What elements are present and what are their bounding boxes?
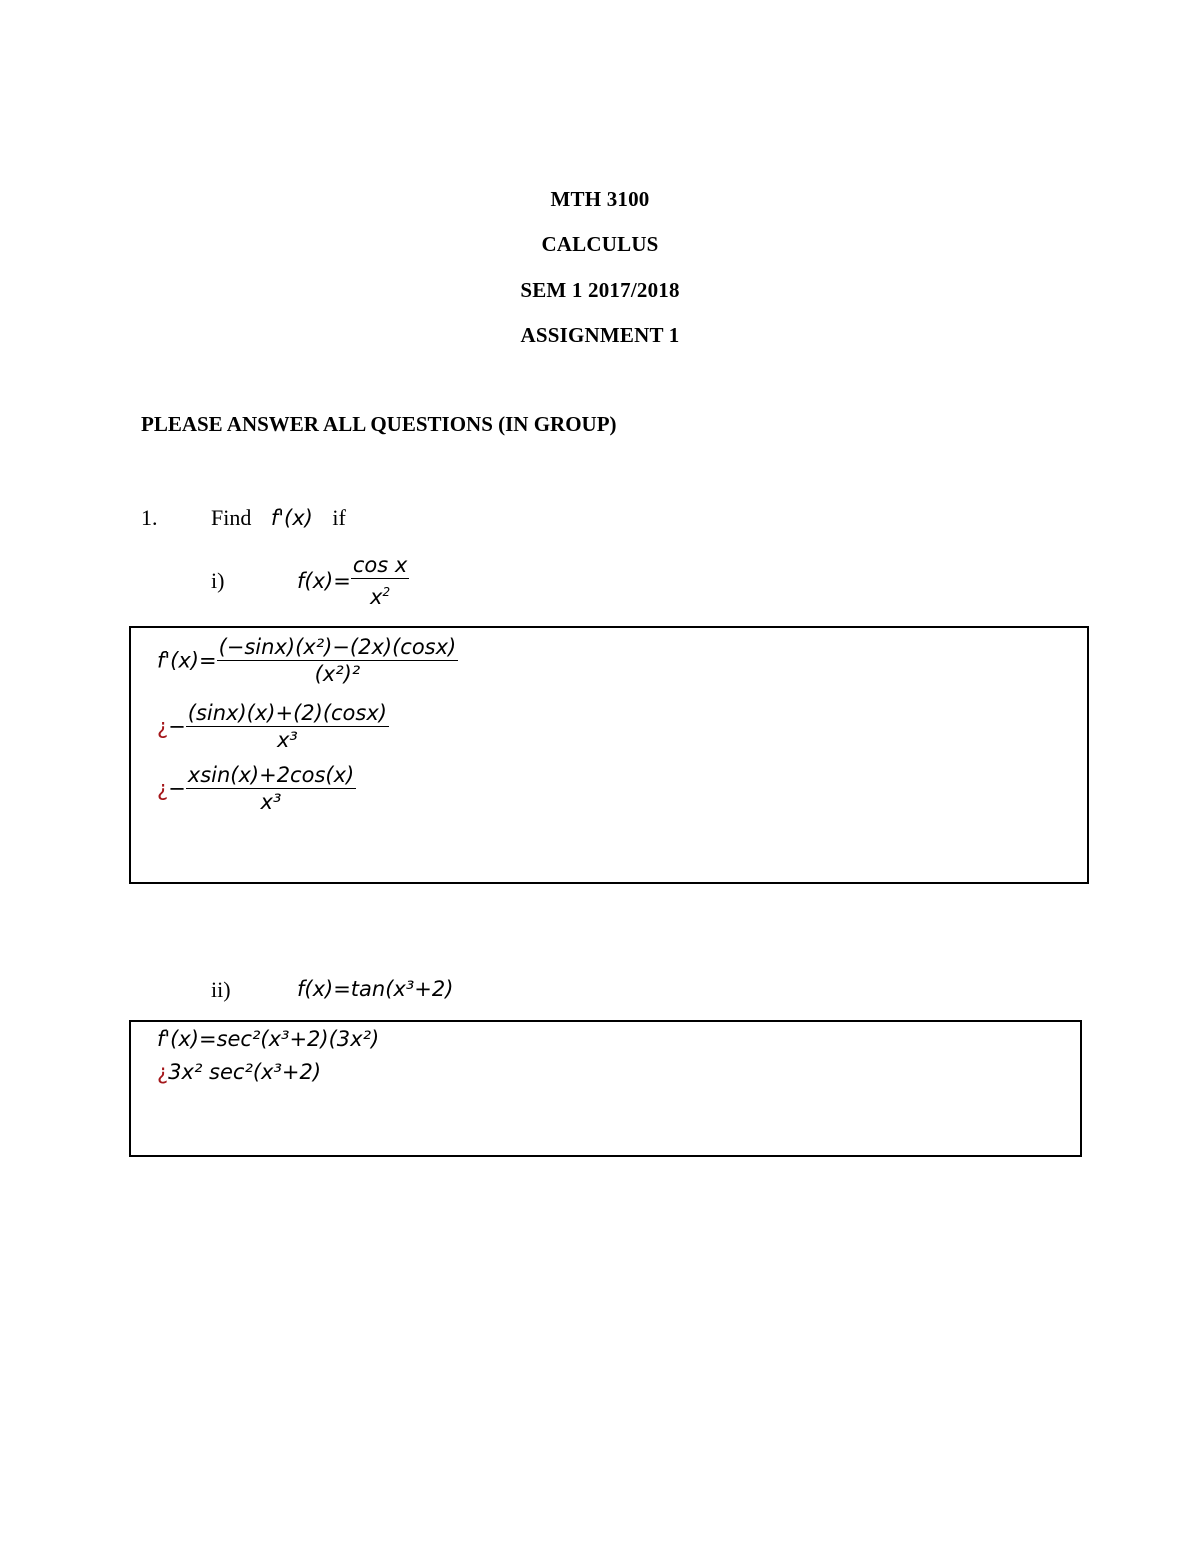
answer-i-line1-fraction xyxy=(217,634,459,687)
answer-i-line1-denominator: (x²)² xyxy=(314,662,361,686)
part-i-label: i) xyxy=(211,568,225,593)
answer-ii-line2 xyxy=(157,1060,321,1084)
answer-i-line3-prefix: − xyxy=(168,776,186,801)
question-number: 1. xyxy=(141,505,158,530)
part-ii-expression: f(x)=tan(x³+2) xyxy=(297,977,454,1001)
answer-ii-line1: f'(x)=sec²(x³+2)(3x²) xyxy=(157,1027,380,1051)
answer-i-line2-fraction xyxy=(186,700,389,753)
semester: SEM 1 2017/2018 xyxy=(520,278,680,302)
assignment-title: ASSIGNMENT 1 xyxy=(520,323,680,347)
answer-i-line3-fraction xyxy=(186,762,356,815)
answer-i-line2-prefix: − xyxy=(168,714,186,739)
part-i-numerator: cos x xyxy=(352,553,408,577)
course-name: CALCULUS xyxy=(541,232,659,256)
prompt-find: Find xyxy=(211,505,252,530)
answer-i-line2-marker: ¿ xyxy=(157,714,169,739)
answer-i-line2-numerator: (sinx)(x)+(2)(cosx) xyxy=(187,701,387,725)
prompt-if: if xyxy=(332,505,346,530)
answer-i-line1-numerator: (−sinx)(x²)−(2x)(cosx) xyxy=(218,635,457,659)
answer-i-line2-denominator: x³ xyxy=(276,728,298,752)
answer-i-line3-denominator: x³ xyxy=(260,790,282,814)
answer-ii-line2-expr: 3x² sec²(x³+2) xyxy=(168,1060,322,1084)
question-prompt xyxy=(211,505,346,531)
answer-ii-line2-marker: ¿ xyxy=(157,1060,169,1084)
part-ii-label: ii) xyxy=(211,977,231,1002)
part-i-denominator: $x^2$ xyxy=(370,585,391,609)
part-i-lhs: f(x)= xyxy=(297,569,351,593)
answer-i-line3 xyxy=(157,762,356,815)
part-i-fraction xyxy=(351,552,409,610)
answer-box-ii xyxy=(129,1020,1082,1157)
part-i-expression xyxy=(297,552,409,610)
answer-i-line2 xyxy=(157,700,389,753)
course-code: MTH 3100 xyxy=(550,187,650,211)
answer-i-line1-lhs: f'(x)= xyxy=(157,648,217,673)
answer-i-line1 xyxy=(157,634,458,687)
answer-i-line3-numerator: xsin(x)+2cos(x) xyxy=(187,763,355,787)
instruction: PLEASE ANSWER ALL QUESTIONS (IN GROUP) xyxy=(141,412,617,436)
prompt-derivative: f'(x) xyxy=(270,506,313,530)
answer-box-i xyxy=(129,626,1089,884)
answer-i-line3-marker: ¿ xyxy=(157,776,169,801)
